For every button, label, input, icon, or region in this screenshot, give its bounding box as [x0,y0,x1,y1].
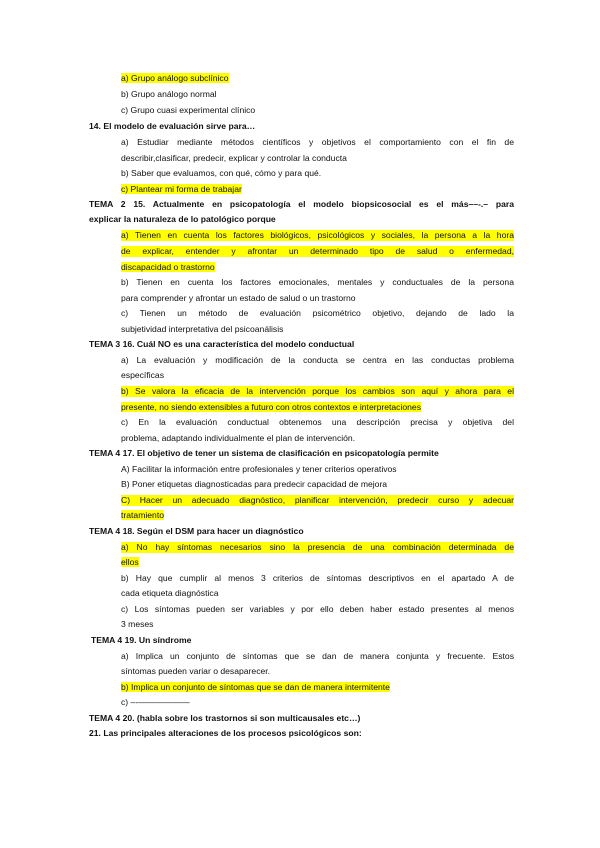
q16-option-c-line1: c) En la evaluación conductual obtenemos una descripción precisa y objetiva del [121,417,514,427]
q16-option-a-line1: a) La evaluación y modificación de la conducta se centra en las conductas problema [121,355,514,365]
question-14-title: 14. El modelo de evaluación sirve para… [89,121,256,131]
highlighted-answer: ellos [121,557,139,567]
q14-option-c [121,184,242,195]
question-16-title: TEMA 3 16. Cuál NO es una característica del modelo conductual [89,339,355,349]
highlighted-answer: discapacidad o trastorno [121,262,215,272]
q15-option-a-line3 [121,262,215,273]
q18-option-a-line1: a) No hay síntomas necesarios sino la presencia de una combinación determinada de [121,542,514,552]
q15-option-c-line2: subjetividad interpretativa del psicoanálisis [121,324,284,334]
q18-option-b-line1: b) Hay que cumplir al menos 3 criterios de síntomas descriptivos en el apartado A de [121,573,514,583]
q18-option-b-line2: cada etiqueta diagnóstica [121,588,219,598]
q19-option-c: c) –-—————— [121,697,190,707]
q16-option-c-line2: problema, adaptando individualmente el plan de intervención. [121,433,356,443]
option-b: b) Grupo análogo normal [121,89,217,99]
q15-option-b-line1: b) Tienen en cuenta los factores emocionales, mentales y conductuales de la persona [121,277,514,287]
q14-option-a-line2: describir,clasificar, predecir, explicar y controlar la conducta [121,153,347,163]
q18-option-c-line1: c) Los síntomas pueden ser variables y por ello deben haber estado presentes al menos [121,604,514,614]
q15-option-b-line2: para comprender y afrontar un estado de salud o un trastorno [121,293,356,303]
highlighted-answer: b) Implica un conjunto de síntomas que se dan de manera intermitente [121,682,390,692]
question-19-title: TEMA 4 19. Un síndrome [91,635,192,645]
question-18-title: TEMA 4 18. Según el DSM para hacer un diagnóstico [89,526,304,536]
q14-option-b: b) Saber que evaluamos, con qué, cómo y para qué. [121,168,322,178]
option-a [121,73,229,84]
q16-option-b-line1: b) Se valora la eficacia de la intervención porque los cambios son aquí y ahora para el [121,386,514,396]
q17-option-c-line1: C) Hacer un adecuado diagnóstico, planificar intervención, predecir curso y adecuar [121,495,514,505]
highlighted-answer: presente, no siendo extensibles a futuro con otros contextos e interpretaciones [121,402,422,412]
q15-option-a-line1: a) Tienen en cuenta los factores biológicos, psicológicos y sociales, la persona a la hora [121,230,514,240]
q16-option-b-line2 [121,402,421,413]
option-c: c) Grupo cuasi experimental clínico [121,105,256,115]
q19-option-a-line2: síntomas pueden variar o desaparecer. [121,666,271,676]
question-17-title: TEMA 4 17. El objetivo de tener un sistema de clasificación en psicopatología permite [89,448,439,458]
highlighted-answer: a) Grupo análogo subclínico [121,73,229,83]
q17-option-b: B) Poner etiquetas diagnosticadas para predecir capacidad de mejora [121,479,388,489]
q15-option-a-line2: de explicar, entender y afrontar un determinado tipo de salud o enfermedad, [121,246,514,256]
q16-option-a-line2: específicas [121,370,164,380]
question-20-title: TEMA 4 20. (habla sobre los trastornos si son multicausales etc…) [89,713,361,723]
q14-option-a-line1: a) Estudiar mediante métodos científicos y objetivos el comportamiento con el fin de [121,137,514,147]
q18-option-a-line2 [121,557,139,568]
q19-option-a-line1: a) Implica un conjunto de síntomas que se dan de manera conjunta y frecuente. Estos [121,651,514,661]
highlighted-answer: c) Plantear mi forma de trabajar [121,184,242,194]
q17-option-a: A) Facilitar la información entre profesionales y tener criterios operativos [121,464,397,474]
q19-option-b [121,682,390,693]
q15-option-c-line1: c) Tienen un método de evaluación psicométrico objetivo, dejando de lado la [121,308,514,318]
highlighted-answer: tratamiento [121,510,164,520]
q18-option-c-line2: 3 meses [121,619,154,629]
question-15-title-line2: explicar la naturaleza de lo patológico porque [89,214,276,224]
question-15-title-line1: TEMA 2 15. Actualmente en psicopatología el modelo biopsicosocial es el más––-.– para [89,199,514,209]
q17-option-c-line2 [121,510,164,521]
question-21-title: 21. Las principales alteraciones de los procesos psicológicos son: [89,728,362,738]
